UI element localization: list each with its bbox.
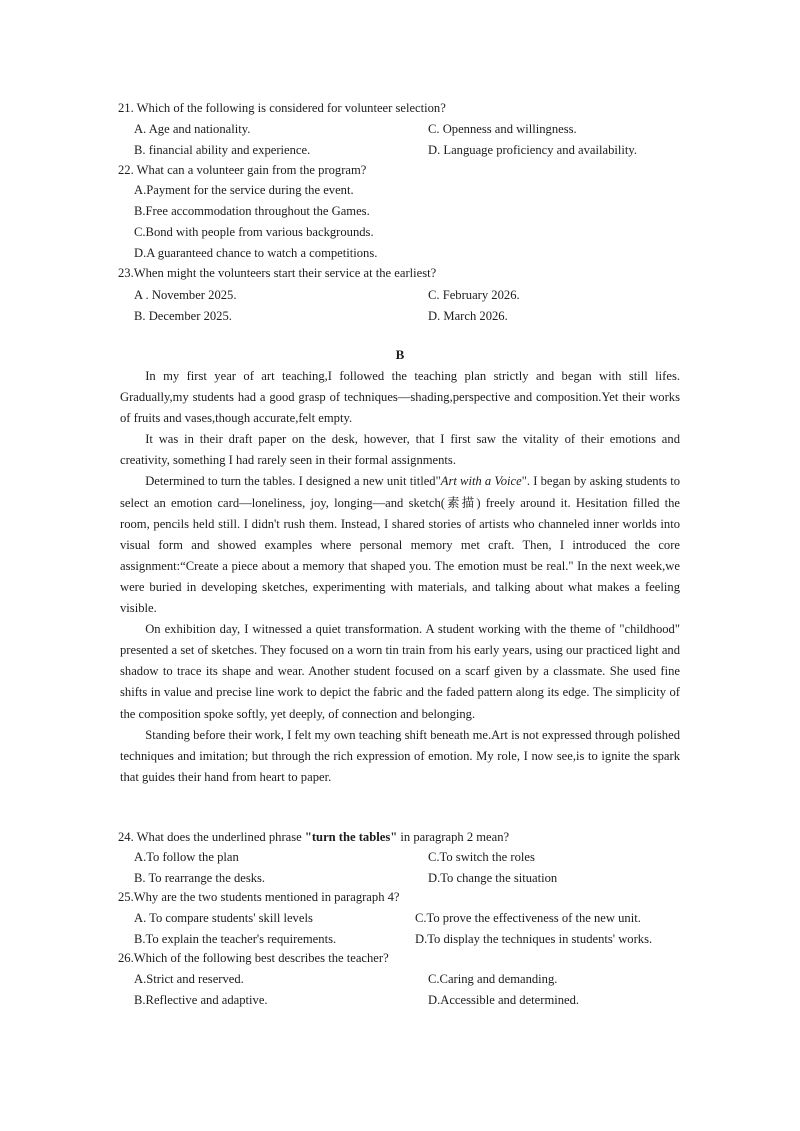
question-24-option-d: D.To change the situation	[428, 871, 558, 885]
passage-paragraph-1: In my first year of art teaching,I followed the teaching plan strictly and began with still lifes. Gradually,my students had a good grasp of techniques—shading,perspective and composition.Yet their works of fruits and vases,though accurate,felt empty.	[120, 369, 680, 426]
paragraph-3-rest: ". I began by asking students to select an emotion card—loneliness, joy, longing—and sketch(素描) freely around it. Hesitation filled the room, pencils held still. I didn't rush them. Instead, I shared stories of artists who channeled inner worlds into visual form and showed examples where personal memory met craft. Then, I introduced the core assignment:“Create a piece about a memory that shaped you. The emotion must be real." In the next week,we were buried in developing sketches, experimenting with materials, and talking about what makes a feeling visible.	[120, 474, 680, 616]
question-26-option-d: D.Accessible and determined.	[428, 993, 580, 1007]
question-22-option-d: D.A guaranteed chance to watch a competitions.	[134, 246, 378, 260]
section-b-title: B	[395, 347, 405, 362]
question-22-option-c: C.Bond with people from various backgrounds.	[134, 225, 374, 239]
question-21-option-b: B. financial ability and experience.	[134, 143, 311, 157]
question-21-option-c: C. Openness and willingness.	[428, 122, 577, 136]
paragraph-3-lead: Determined to turn the tables. I designed a new unit titled"	[145, 474, 441, 489]
question-24-option-c: C.To switch the roles	[428, 850, 535, 864]
question-21-option-d: D. Language proficiency and availability.	[428, 143, 637, 157]
question-23-option-a: A . November 2025.	[134, 288, 237, 302]
question-24-stem-pre: 24. What does the underlined phrase	[118, 830, 305, 844]
question-23-stem: 23.When might the volunteers start their service at the earliest?	[118, 266, 437, 280]
question-24-stem-post: in paragraph 2 mean?	[397, 830, 510, 844]
question-24-option-a: A.To follow the plan	[134, 850, 239, 864]
question-23-option-d: D. March 2026.	[428, 309, 508, 323]
question-23-option-b: B. December 2025.	[134, 309, 232, 323]
question-22-option-a: A.Payment for the service during the event.	[134, 183, 354, 197]
question-26-option-c: C.Caring and demanding.	[428, 972, 558, 986]
question-25-option-b: B.To explain the teacher's requirements.	[134, 932, 337, 946]
question-24-stem	[118, 830, 509, 845]
passage-paragraph-5: Standing before their work, I felt my own teaching shift beneath me.Art is not expressed through polished techniques and imitation; but through the rich expression of emotion. My role, I now see,is to ignite the spark that guides their hand from heart to paper.	[120, 727, 680, 784]
question-21-stem: 21. Which of the following is considered for volunteer selection?	[118, 101, 446, 115]
question-25-option-a: A. To compare students' skill levels	[134, 911, 313, 925]
question-26-option-a: A.Strict and reserved.	[134, 972, 244, 986]
question-22-option-b: B.Free accommodation throughout the Games.	[134, 204, 370, 218]
reading-passage	[120, 366, 680, 788]
question-24-key-phrase: "turn the tables"	[304, 830, 398, 844]
question-21-option-a: A. Age and nationality.	[134, 122, 251, 136]
question-22-stem: 22. What can a volunteer gain from the program?	[118, 163, 367, 177]
question-25-option-d: D.To display the techniques in students' works.	[415, 932, 653, 946]
passage-paragraph-3	[120, 471, 680, 619]
passage-paragraph-4: On exhibition day, I witnessed a quiet transformation. A student working with the theme of "childhood" presented a set of sketches. They focused on a worn tin train from his early years, using our practiced light and shadow to trace its shape and wear. Another student focused on a scarf given by a classmate. She used fine shifts in value and precise line work to depict the fabric and the faded pattern along its edge. The simplicity of the composition spoke softly, yet deeply, of connection and belonging.	[120, 622, 680, 721]
question-26-stem: 26.Which of the following best describes the teacher?	[118, 951, 389, 965]
question-26-option-b: B.Reflective and adaptive.	[134, 993, 268, 1007]
unit-title: Art with a Voice	[440, 474, 522, 489]
question-23-option-c: C. February 2026.	[428, 288, 520, 302]
question-24-option-b: B. To rearrange the desks.	[134, 871, 266, 885]
passage-paragraph-2: It was in their draft paper on the desk, however, that I first saw the vitality of their emotions and creativity, something I had rarely seen in their formal assignments.	[120, 432, 680, 468]
question-25-stem: 25.Why are the two students mentioned in paragraph 4?	[118, 890, 400, 904]
question-25-option-c: C.To prove the effectiveness of the new unit.	[415, 911, 641, 925]
